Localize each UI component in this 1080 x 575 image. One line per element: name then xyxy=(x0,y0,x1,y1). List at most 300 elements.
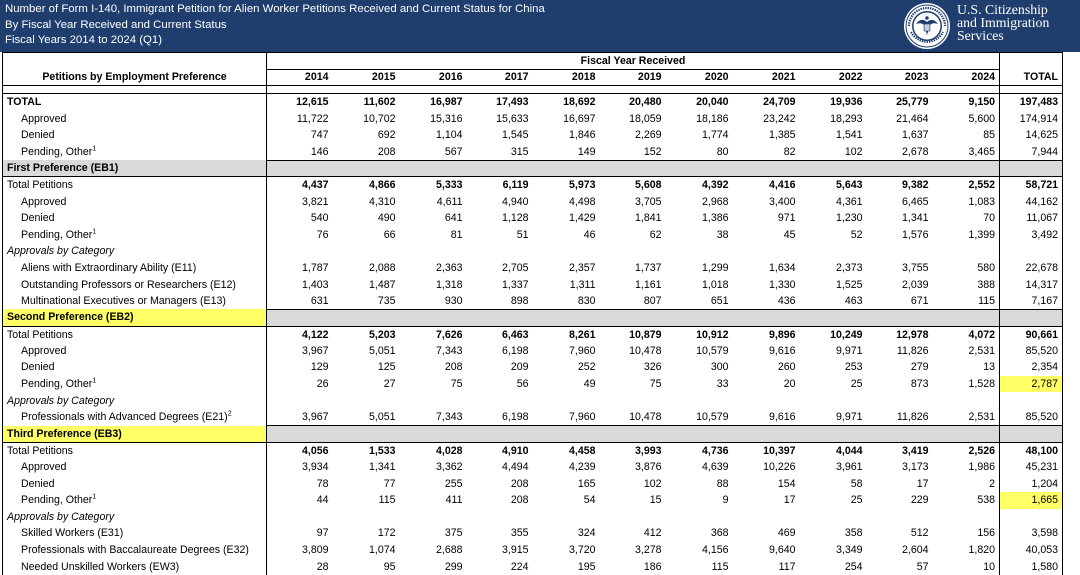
table-cell: 1,429 xyxy=(568,212,596,225)
table-cell xyxy=(666,160,733,177)
table-cell xyxy=(333,392,400,409)
table-cell xyxy=(666,309,733,326)
column-header-year: 2019 xyxy=(600,69,666,86)
table-cell: 6,119 xyxy=(502,179,529,192)
table-row xyxy=(3,359,1063,376)
column-header-year: 2017 xyxy=(467,69,533,86)
row-label-text: Third Preference (EB3) xyxy=(7,427,122,440)
table-cell: 1,330 xyxy=(768,278,796,291)
row-label xyxy=(3,177,267,194)
row-label-text: TOTAL xyxy=(7,96,42,109)
table-cell: 1,104 xyxy=(435,129,463,142)
table-cell: 1,399 xyxy=(968,228,995,241)
table-row xyxy=(3,177,1063,194)
table-cell: 2,357 xyxy=(568,261,596,274)
table-row xyxy=(3,94,1063,111)
table-cell: 1,841 xyxy=(634,212,662,225)
table-row xyxy=(3,160,1063,177)
table-cell: 898 xyxy=(467,293,533,310)
table-cell: 152 xyxy=(600,143,666,160)
table-cell xyxy=(467,392,533,409)
row-total: 40,053 xyxy=(1000,542,1063,559)
table-cell: 16,987 xyxy=(430,96,463,109)
table-cell: 3,821 xyxy=(301,195,329,208)
table-cell xyxy=(267,243,333,260)
table-row xyxy=(3,293,1063,310)
table-cell: 45 xyxy=(783,228,796,241)
table-cell: 18,059 xyxy=(629,112,662,125)
table-cell: 165 xyxy=(577,477,596,490)
table-row xyxy=(3,376,1063,393)
table-cell: 3,915 xyxy=(501,544,529,557)
table-cell: 5,051 xyxy=(368,344,396,357)
table-cell: 17 xyxy=(783,494,796,507)
table-cell: 19,936 xyxy=(830,96,863,109)
table-cell: 52 xyxy=(850,228,863,241)
table-cell: 807 xyxy=(600,293,666,310)
table-cell: 10,226 xyxy=(763,461,796,474)
table-cell: 4,458 xyxy=(568,444,596,457)
row-label-text: Approved xyxy=(21,195,67,208)
table-cell: 254 xyxy=(844,560,863,573)
table-cell: 10 xyxy=(983,560,995,573)
table-cell xyxy=(800,426,867,443)
agency-brand xyxy=(903,2,1078,50)
table-cell: 57 xyxy=(916,560,929,573)
table-cell xyxy=(867,426,933,443)
row-label xyxy=(3,193,267,210)
table-cell: 830 xyxy=(533,293,600,310)
agency-name-line1: U.S. Citizenship xyxy=(957,2,1048,17)
table-cell: 6,198 xyxy=(467,409,533,426)
row-total: 85,520 xyxy=(1000,409,1063,426)
row-label xyxy=(3,326,267,343)
table-cell xyxy=(666,426,733,443)
table-cell: 3,967 xyxy=(301,344,329,357)
table-cell: 115 xyxy=(933,293,1000,310)
table-cell: 26 xyxy=(316,378,329,391)
table-row xyxy=(3,127,1063,144)
table-cell: 355 xyxy=(510,527,529,540)
table-cell xyxy=(733,426,800,443)
table-cell: 20 xyxy=(783,378,796,391)
column-header-year: 2020 xyxy=(666,69,733,86)
table-cell: 38 xyxy=(716,228,729,241)
table-cell: 1,083 xyxy=(968,195,995,208)
table-cell: 1,576 xyxy=(901,228,929,241)
table-cell: 27 xyxy=(383,378,396,391)
table-cell: 4,072 xyxy=(968,328,995,341)
table-cell: 388 xyxy=(977,278,995,291)
table-cell: 97 xyxy=(316,527,329,540)
table-cell xyxy=(933,243,1000,260)
table-cell: 11,722 xyxy=(296,112,329,125)
table-cell xyxy=(867,392,933,409)
table-cell: 229 xyxy=(910,494,929,507)
table-cell: 1,820 xyxy=(968,544,995,557)
table-cell: 692 xyxy=(377,129,396,142)
row-label xyxy=(3,143,267,160)
table-cell xyxy=(733,309,800,326)
row-label-text: Denied xyxy=(21,477,55,490)
table-cell: 1,533 xyxy=(368,444,396,457)
table-cell: 186 xyxy=(643,560,662,573)
table-cell: 2,526 xyxy=(968,444,995,457)
table-cell: 224 xyxy=(510,560,529,573)
row-label-text: Needed Unskilled Workers (EW3) xyxy=(21,560,180,573)
table-cell: 146 xyxy=(267,143,333,160)
table-cell: 2,531 xyxy=(968,344,995,357)
table-cell: 11,602 xyxy=(363,96,396,109)
table-row xyxy=(3,442,1063,459)
row-label-text: Multinational Executives or Managers (E13) xyxy=(21,295,226,308)
table-cell: 6,465 xyxy=(901,195,929,208)
row-label xyxy=(3,110,267,127)
table-cell: 567 xyxy=(400,143,467,160)
row-total: 1,204 xyxy=(1000,475,1063,492)
table-cell: 1,341 xyxy=(901,212,929,225)
table-cell: 1,341 xyxy=(368,461,396,474)
row-total: 11,067 xyxy=(1000,210,1063,227)
row-label xyxy=(3,293,267,310)
table-cell xyxy=(800,509,867,526)
table-cell: 651 xyxy=(666,293,733,310)
table-cell: 1,774 xyxy=(701,129,729,142)
table-cell xyxy=(800,160,867,177)
table-cell: 33 xyxy=(716,378,729,391)
row-label-text: Pending, Other xyxy=(21,494,93,507)
row-label xyxy=(3,475,267,492)
table-cell: 7,343 xyxy=(435,344,463,357)
table-cell: 2,678 xyxy=(867,143,933,160)
table-cell: 2,088 xyxy=(368,261,396,274)
table-cell: 3,362 xyxy=(435,461,463,474)
footnote-marker: 1 xyxy=(92,493,97,501)
table-cell: 1,386 xyxy=(701,212,729,225)
table-cell xyxy=(333,243,400,260)
row-total: 1,665 xyxy=(1000,492,1063,509)
table-cell: 4,361 xyxy=(835,195,863,208)
table-cell: 9,971 xyxy=(800,409,867,426)
table-cell: 11,826 xyxy=(867,409,933,426)
row-label xyxy=(3,426,267,443)
table-cell: 6,198 xyxy=(501,344,529,357)
table-cell: 17 xyxy=(916,477,929,490)
table-cell: 260 xyxy=(777,361,796,374)
table-cell: 1,528 xyxy=(968,378,995,391)
table-cell: 1,311 xyxy=(569,278,596,291)
table-cell: 3,419 xyxy=(901,444,929,457)
table-cell: 20,480 xyxy=(629,96,662,109)
table-cell: 25,779 xyxy=(896,96,929,109)
table-cell: 3,967 xyxy=(267,409,333,426)
row-label xyxy=(3,343,267,360)
table-cell: 80 xyxy=(666,143,733,160)
table-cell xyxy=(933,309,1000,326)
table-cell xyxy=(533,243,600,260)
table-cell xyxy=(400,160,467,177)
row-total: 197,483 xyxy=(1000,94,1063,111)
table-cell: 7,960 xyxy=(533,409,600,426)
table-row xyxy=(3,542,1063,559)
table-cell: 2,968 xyxy=(701,195,729,208)
row-label-text: Denied xyxy=(21,361,55,374)
row-label xyxy=(3,442,267,459)
table-cell: 631 xyxy=(267,293,333,310)
table-cell xyxy=(267,309,333,326)
table-cell: 4,416 xyxy=(768,179,796,192)
column-header-year: 2023 xyxy=(867,69,933,86)
table-cell: 3,465 xyxy=(933,143,1000,160)
table-cell xyxy=(800,243,867,260)
table-cell: 12,978 xyxy=(896,328,929,341)
footnote-marker: 1 xyxy=(92,145,97,153)
row-label-text: Second Preference (EB2) xyxy=(7,311,134,324)
table-cell: 5,608 xyxy=(634,179,662,192)
table-cell: 2,604 xyxy=(901,544,929,557)
table-cell: 88 xyxy=(716,477,729,490)
table-cell: 46 xyxy=(583,228,596,241)
table-row xyxy=(3,426,1063,443)
row-label-text: Total Petitions xyxy=(7,328,73,341)
table-cell xyxy=(600,509,666,526)
row-label xyxy=(3,309,267,326)
row-label xyxy=(3,276,267,293)
table-cell xyxy=(400,309,467,326)
table-cell: 9,971 xyxy=(835,344,863,357)
table-row xyxy=(3,326,1063,343)
row-label-text: Aliens with Extraordinary Ability (E11) xyxy=(21,261,197,274)
table-cell: 1,986 xyxy=(968,461,995,474)
table-cell xyxy=(467,509,533,526)
table-cell: 51 xyxy=(516,228,529,241)
table-cell xyxy=(933,509,1000,526)
table-cell: 7,626 xyxy=(435,328,463,341)
table-cell xyxy=(467,243,533,260)
table-row xyxy=(3,243,1063,260)
group-header: Fiscal Year Received xyxy=(267,53,1000,70)
table-cell: 4,056 xyxy=(301,444,329,457)
table-cell xyxy=(733,243,800,260)
table-cell: 252 xyxy=(577,361,596,374)
row-label xyxy=(3,94,267,111)
row-label xyxy=(3,409,267,426)
table-cell: 671 xyxy=(867,293,933,310)
table-row xyxy=(3,343,1063,360)
petitions-table xyxy=(2,52,1063,575)
row-label-text: Approved xyxy=(21,461,67,474)
row-label xyxy=(3,492,267,509)
table-cell: 2,688 xyxy=(435,544,463,557)
table-cell: 2,039 xyxy=(901,278,929,291)
row-label xyxy=(3,558,267,575)
table-cell: 4,028 xyxy=(435,444,463,457)
table-cell xyxy=(333,426,400,443)
table-cell: 4,498 xyxy=(568,195,596,208)
table-cell xyxy=(533,426,600,443)
row-label-text: Professionals with Baccalaureate Degrees (E32) xyxy=(21,544,249,557)
table-cell: 25 xyxy=(850,494,863,507)
row-total xyxy=(1000,392,1063,409)
table-row xyxy=(3,193,1063,210)
table-cell: 10,702 xyxy=(363,112,396,125)
row-label xyxy=(3,160,267,177)
table-cell: 115 xyxy=(378,494,396,507)
table-row xyxy=(3,309,1063,326)
table-cell: 4,639 xyxy=(701,461,729,474)
table-cell: 3,993 xyxy=(634,444,662,457)
table-cell: 10,579 xyxy=(696,344,729,357)
table-cell: 3,349 xyxy=(835,544,863,557)
table-cell: 580 xyxy=(977,261,995,274)
report-header xyxy=(0,0,1080,52)
table-cell: 5,973 xyxy=(568,179,596,192)
table-cell: 21,464 xyxy=(896,112,929,125)
table-cell: 10,478 xyxy=(629,344,662,357)
table-cell: 10,397 xyxy=(763,444,796,457)
table-cell: 540 xyxy=(310,212,329,225)
table-body xyxy=(3,94,1063,575)
table-cell: 78 xyxy=(316,477,329,490)
table-cell: 9,896 xyxy=(768,328,796,341)
table-cell xyxy=(600,309,666,326)
table-cell: 3,705 xyxy=(634,195,662,208)
row-label-text: Professionals with Advanced Degrees (E21) xyxy=(21,411,228,424)
table-cell xyxy=(600,426,666,443)
table-row xyxy=(3,409,1063,426)
table-cell xyxy=(533,392,600,409)
table-cell: 1,128 xyxy=(501,212,529,225)
row-label-text: Approved xyxy=(21,344,67,357)
table-cell: 2,373 xyxy=(835,261,863,274)
agency-name-line2: and Immigration xyxy=(957,14,1050,30)
table-cell: 117 xyxy=(778,560,796,573)
footnote-marker: 2 xyxy=(227,410,232,418)
table-cell: 4,392 xyxy=(701,179,729,192)
table-cell: 315 xyxy=(467,143,533,160)
table-row xyxy=(3,210,1063,227)
table-cell: 24,709 xyxy=(763,96,796,109)
table-cell: 12,615 xyxy=(296,96,329,109)
row-label xyxy=(3,525,267,542)
table-cell: 3,278 xyxy=(634,544,662,557)
table-cell: 971 xyxy=(777,212,796,225)
footnote-marker: 1 xyxy=(92,228,97,236)
table-cell: 77 xyxy=(383,477,396,490)
table-cell: 9,640 xyxy=(768,544,796,557)
row-total: 58,721 xyxy=(1000,177,1063,194)
table-cell: 1,541 xyxy=(835,129,863,142)
table-cell: 75 xyxy=(649,378,662,391)
table-cell: 7,960 xyxy=(568,344,596,357)
table-cell: 5,051 xyxy=(333,409,400,426)
dhs-seal-icon xyxy=(903,2,951,50)
table-cell: 1,525 xyxy=(835,278,863,291)
row-label xyxy=(3,509,267,526)
table-cell: 9 xyxy=(722,494,729,507)
table-cell: 10,912 xyxy=(696,328,729,341)
table-cell: 1,018 xyxy=(701,278,729,291)
table-cell: 3,876 xyxy=(634,461,662,474)
table-cell xyxy=(867,243,933,260)
table-cell: 28 xyxy=(316,560,329,573)
table-cell: 23,242 xyxy=(763,112,796,125)
table-cell: 4,122 xyxy=(301,328,329,341)
table-cell: 368 xyxy=(710,527,729,540)
row-label-text: Denied xyxy=(21,129,55,142)
table-cell: 5,643 xyxy=(835,179,863,192)
table-cell: 58 xyxy=(850,477,863,490)
row-total: 174,914 xyxy=(1000,110,1063,127)
table-cell xyxy=(800,392,867,409)
row-label xyxy=(3,392,267,409)
table-cell: 358 xyxy=(844,527,863,540)
row-total xyxy=(1000,309,1063,326)
row-label-text: First Preference (EB1) xyxy=(7,162,119,175)
table-cell: 129 xyxy=(310,361,329,374)
table-cell xyxy=(867,160,933,177)
report-period: Fiscal Years 2014 to 2024 (Q1) xyxy=(5,34,163,46)
table-cell: 9,382 xyxy=(901,179,929,192)
table-cell: 512 xyxy=(910,527,929,540)
table-cell: 18,186 xyxy=(696,112,729,125)
table-cell xyxy=(467,309,533,326)
row-label xyxy=(3,359,267,376)
table-column-header-row xyxy=(3,69,1063,86)
table-cell: 7,343 xyxy=(400,409,467,426)
table-cell: 17,493 xyxy=(496,96,529,109)
table-cell: 1,637 xyxy=(901,129,929,142)
table-cell: 4,736 xyxy=(701,444,729,457)
column-header-year: 2021 xyxy=(733,69,800,86)
table-cell: 2,705 xyxy=(501,261,529,274)
column-header-year: 2024 xyxy=(933,69,1000,86)
row-total: 7,167 xyxy=(1000,293,1063,310)
column-header-year: 2016 xyxy=(400,69,467,86)
table-cell: 4,310 xyxy=(368,195,396,208)
table-cell xyxy=(867,509,933,526)
column-header-year: 2022 xyxy=(800,69,867,86)
row-total: 1,580 xyxy=(1000,558,1063,575)
table-row xyxy=(3,143,1063,160)
table-cell: 16,697 xyxy=(563,112,596,125)
agency-name-line3: Services xyxy=(957,27,1004,43)
table-cell: 56 xyxy=(516,378,529,391)
row-total xyxy=(1000,243,1063,260)
table-cell: 3,934 xyxy=(301,461,329,474)
row-label-text: Pending, Other xyxy=(21,378,93,391)
table-cell: 208 xyxy=(333,143,400,160)
table-cell: 299 xyxy=(444,560,463,573)
row-label-text: Denied xyxy=(21,212,55,225)
row-label-text: Skilled Workers (E31) xyxy=(21,527,124,540)
table-cell xyxy=(533,309,600,326)
table-cell xyxy=(333,509,400,526)
table-cell: 4,866 xyxy=(368,179,396,192)
agency-name xyxy=(957,4,1049,42)
row-label-text: Total Petitions xyxy=(7,179,73,192)
table-cell: 149 xyxy=(533,143,600,160)
row-label-text: Outstanding Professors or Researchers (E12) xyxy=(21,278,236,291)
table-cell: 747 xyxy=(310,129,329,142)
row-label-text: Approvals by Category xyxy=(7,245,115,258)
row-label-text: Approvals by Category xyxy=(7,510,115,523)
table-cell: 102 xyxy=(643,477,662,490)
row-total: 3,492 xyxy=(1000,226,1063,243)
table-cell: 15 xyxy=(649,494,662,507)
table-cell: 10,879 xyxy=(629,328,662,341)
table-cell xyxy=(400,426,467,443)
